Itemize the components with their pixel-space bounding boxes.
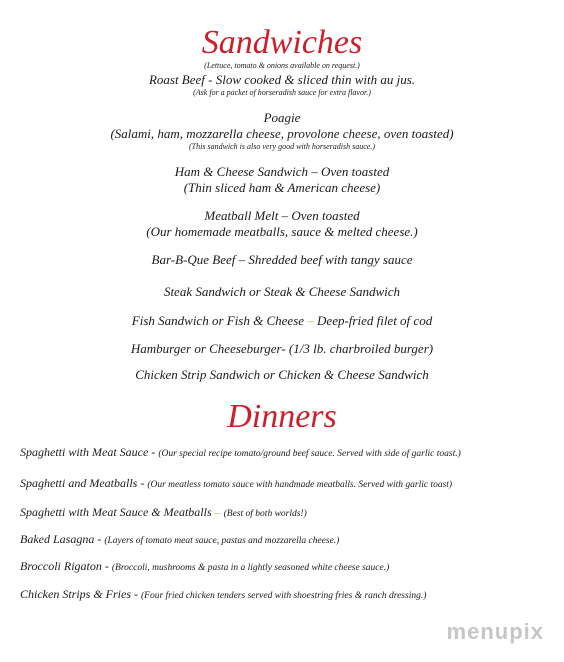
menupix-watermark: menupix [446, 619, 544, 644]
dinner-item-name: Spaghetti and Meatballs - [20, 476, 145, 490]
poagie-name: Poagie [263, 110, 301, 125]
sandwiches-title: Sandwiches [201, 24, 363, 61]
hamburger-item: Hamburger or Cheeseburger- (1/3 lb. charbroiled burger) [130, 341, 434, 356]
dinner-item-name: Broccoli Rigaton - [20, 559, 109, 573]
dinners-title: Dinners [227, 398, 337, 435]
dinner-item-name: Spaghetti with Meat Sauce - [20, 445, 156, 459]
ham-cheese-item: Ham & Cheese Sandwich – Oven toasted [174, 164, 390, 179]
meatball-melt-description: (Our homemade meatballs, sauce & melted cheese.) [146, 224, 418, 239]
fish-sandwich-item [0, 313, 564, 329]
dinner-item-name: Baked Lasagna - [20, 532, 102, 546]
fish-sandwich-name: Fish Sandwich or Fish & Cheese [131, 313, 305, 328]
dinner-item-dash: – [214, 505, 221, 519]
bbq-beef-item: Bar-B-Que Beef – Shredded beef with tangy sauce [151, 252, 413, 267]
roast-beef-note: (Ask for a packet of horseradish sauce for extra flavor.) [193, 88, 371, 97]
dinner-item-description: (Best of both worlds!) [223, 509, 307, 519]
poagie-description: (Salami, ham, mozzarella cheese, provolone cheese, oven toasted) [110, 126, 454, 141]
dinner-item-description: (Our meatless tomato sauce with handmade meatballs. Served with garlic toast) [147, 480, 453, 490]
steak-sandwich-item: Steak Sandwich or Steak & Cheese Sandwich [163, 284, 401, 299]
dinner-item-name: Chicken Strips & Fries - [20, 587, 138, 601]
meatball-melt-item: Meatball Melt – Oven toasted [204, 208, 360, 223]
ham-cheese-description: (Thin sliced ham & American cheese) [183, 180, 381, 195]
dinner-item [20, 587, 426, 603]
dinner-item [20, 476, 452, 492]
sandwiches-note: (Lettuce, tomato & onions available on request.) [204, 61, 360, 70]
dinner-item-name: Spaghetti with Meat Sauce & Meatballs [20, 505, 212, 519]
dinner-item [20, 505, 307, 521]
dinner-item-description: (Broccoli, mushrooms & pasta in a lightly seasoned white cheese sauce.) [111, 563, 390, 573]
dinner-item-description: (Layers of tomato meat sauce, pastas and mozzarella cheese.) [104, 536, 340, 546]
fish-sandwich-dash: – [307, 313, 314, 328]
dinner-item [20, 445, 461, 461]
dinner-item [20, 559, 389, 575]
chicken-strip-sandwich-item: Chicken Strip Sandwich or Chicken & Cheese Sandwich [135, 367, 429, 382]
dinner-item-description: (Four fried chicken tenders served with shoestring fries & ranch dressing.) [140, 591, 427, 601]
fish-sandwich-description: Deep-fried filet of cod [317, 313, 433, 328]
dinner-item [20, 532, 339, 548]
dinner-item-description: (Our special recipe tomato/ground beef sauce. Served with side of garlic toast.) [158, 449, 461, 459]
roast-beef-item: Roast Beef - Slow cooked & sliced thin with au jus. [148, 72, 416, 87]
poagie-note: (This sandwich is also very good with horseradish sauce.) [189, 142, 375, 151]
